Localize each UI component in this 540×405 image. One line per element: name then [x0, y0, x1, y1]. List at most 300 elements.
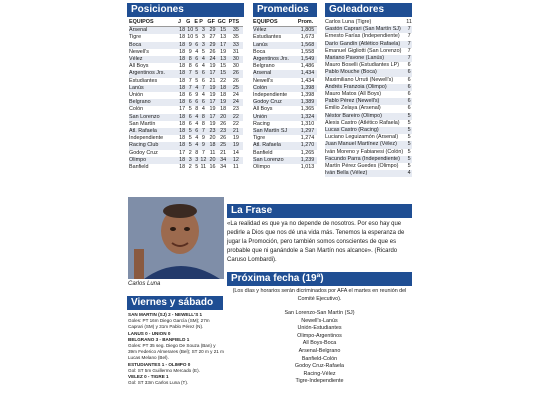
stat-cell: 4: [195, 135, 199, 142]
table-row: [253, 56, 317, 63]
team-name: Belgrano: [253, 63, 275, 70]
table-row: [325, 41, 412, 48]
stat-cell: 8: [188, 63, 192, 70]
stat-cell: 7: [407, 55, 411, 62]
stat-cell: 3: [186, 157, 194, 164]
team-name: Arsenal: [253, 70, 298, 77]
stat-cell: 30: [232, 63, 239, 70]
stat-cell: 35: [229, 27, 243, 35]
team-name: Independiente: [253, 92, 288, 99]
table-row: [253, 85, 317, 92]
stat-cell: 17: [207, 70, 217, 77]
stat-cell: 5: [407, 134, 411, 141]
table-row: [253, 27, 317, 35]
stat-cell: 11: [200, 164, 207, 171]
team-name: Mauro Boselli (Estudiantes LP): [325, 62, 400, 69]
stat-cell: 15: [220, 63, 227, 70]
stat-cell: 6: [195, 41, 199, 48]
stat-cell: 1,297: [298, 128, 317, 135]
stat-cell: 1,389: [298, 99, 317, 106]
team-name: Independiente: [129, 135, 164, 142]
table-row: [253, 49, 317, 56]
stat-cell: 4: [407, 170, 411, 177]
stat-cell: 5: [195, 27, 199, 34]
team-name: San Lorenzo: [129, 114, 178, 121]
stat-cell: 23: [232, 106, 239, 113]
team-name: Juan Manuel Martínez (Vélez): [325, 141, 406, 148]
team-name: Godoy Cruz: [253, 99, 298, 106]
team-name: Ernesto Farías (Independiente): [325, 33, 400, 40]
table-row: [253, 42, 317, 49]
stat-cell: 1,434: [300, 77, 315, 84]
team-name: Racing Club: [129, 142, 178, 149]
stat-cell: 18: [179, 156, 186, 163]
stat-cell: 5: [195, 34, 199, 41]
column-header: GC: [218, 19, 229, 27]
photo-caption: Carlos Luna: [128, 281, 161, 287]
stat-cell: 34: [218, 157, 229, 164]
stat-cell: 18: [179, 142, 186, 149]
stat-cell: 10: [187, 27, 194, 34]
stat-cell: 5: [195, 70, 199, 77]
stat-cell: 7: [186, 70, 194, 77]
list-item: Racing-Vélez: [303, 370, 336, 377]
stat-cell: 6: [407, 76, 411, 83]
team-name: Darío Gandín (Atlético Rafaela): [325, 41, 406, 48]
list-item: Banfield-Colón: [301, 355, 338, 362]
table-row: [325, 26, 412, 33]
table-row: [253, 121, 317, 128]
stat-cell: 6: [407, 69, 411, 76]
stat-cell: 8: [195, 149, 199, 156]
team-name: Facundo Parra (Independiente): [325, 156, 406, 163]
list-item: San Lorenzo-San Martín (SJ): [284, 310, 355, 316]
team-name: Mauro Matos (All Boys): [325, 91, 382, 98]
stat-cell: 9: [199, 142, 207, 149]
team-name: Banfield: [253, 149, 273, 156]
column-header: Prom.: [298, 19, 317, 27]
team-name: Iván Bella (Vélez): [325, 170, 406, 177]
stat-cell: 5: [188, 135, 192, 142]
team-name: Unión: [253, 114, 298, 121]
posiciones-header: Posiciones: [127, 3, 244, 17]
stat-cell: 24: [229, 99, 243, 106]
stat-cell: 18: [179, 56, 186, 63]
team-name: Emilio Zelaya (Arsenal): [325, 105, 381, 112]
stat-cell: 12: [229, 157, 243, 164]
stat-cell: 18: [179, 164, 186, 171]
table-row: [325, 48, 412, 55]
team-name: Lanús: [129, 85, 178, 92]
stat-cell: 4: [195, 113, 199, 120]
stat-cell: 18: [179, 70, 186, 77]
table-row: [253, 92, 317, 99]
match-goals: Goles: PT 16m Diego García (SM); 27m Caprari (SM) y 31m Pablo Pérez (N).: [128, 318, 210, 330]
table-row: [253, 106, 317, 113]
stat-cell: 13: [220, 34, 227, 41]
stat-cell: 1,434: [298, 70, 317, 77]
stat-cell: 21: [220, 149, 227, 156]
stat-cell: 18: [179, 113, 186, 120]
team-name: Néstor Bareiro (Olimpo): [325, 113, 406, 120]
match-result: SAN MARTIN (SJ) 2 - NEWELL'S 1: [128, 312, 203, 317]
stat-cell: 1,239: [298, 157, 317, 164]
stat-cell: 9: [201, 135, 205, 142]
team-name: All Boys: [253, 106, 273, 113]
stat-cell: 21: [229, 128, 243, 135]
stat-cell: 17: [179, 149, 186, 156]
stat-cell: 19: [209, 106, 216, 113]
team-name: Maximiliano Urruti (Newell's): [325, 76, 394, 83]
team-name: Estudiantes: [253, 34, 282, 41]
stat-cell: 15: [218, 70, 229, 77]
team-name: Boca: [253, 48, 266, 55]
stat-cell: 26: [229, 70, 243, 77]
table-row: [129, 106, 243, 113]
team-name: Alexis Castro (Atlético Rafaela): [325, 119, 400, 126]
team-name: Atl. Rafaela: [129, 128, 178, 135]
stat-cell: 4: [201, 92, 205, 99]
team-name: Newell's: [253, 77, 273, 84]
stat-cell: 26: [232, 77, 239, 84]
stat-cell: 4: [201, 63, 205, 70]
team-name: Atl. Rafaela: [253, 142, 298, 149]
posiciones-table: [129, 19, 243, 171]
table-row: [325, 113, 412, 120]
stat-cell: 33: [229, 42, 243, 49]
team-name: Olimpo: [253, 164, 271, 171]
frase-header: La Frase: [227, 204, 412, 218]
stat-cell: 6: [195, 56, 199, 63]
stat-cell: 6: [186, 114, 194, 121]
list-item: Tigre-Independiente: [295, 378, 344, 385]
stat-cell: 5: [188, 106, 192, 113]
stat-cell: 18: [220, 92, 227, 99]
table-row: [325, 19, 412, 26]
match-result: ESTUDIANTES 1 - OLIMPO 0: [128, 361, 191, 367]
stat-cell: 18: [179, 77, 186, 84]
table-row: [325, 84, 412, 91]
team-name: Argentinos Jrs.: [129, 70, 178, 77]
stat-cell: 7: [407, 40, 411, 47]
stat-cell: 1,398: [300, 92, 315, 99]
stat-cell: 19: [207, 85, 217, 92]
stat-cell: 18: [179, 92, 186, 99]
stat-cell: 20: [209, 135, 216, 142]
stat-cell: 23: [207, 128, 217, 135]
team-name: San Martín SJ: [253, 128, 298, 135]
stat-cell: 7: [186, 85, 194, 92]
stat-cell: 4: [195, 142, 199, 149]
goleadores-table: [325, 19, 412, 177]
stat-cell: 14: [232, 149, 239, 156]
stat-cell: 31: [232, 48, 239, 55]
team-name: Lucas Castro (Racing): [325, 127, 406, 134]
stat-cell: 4: [195, 120, 199, 127]
stat-cell: 20: [207, 157, 217, 164]
table-row: [325, 55, 412, 62]
stat-cell: 18: [179, 41, 186, 48]
match-result: VELEZ 0 - TIGRE 1: [128, 374, 169, 380]
table-row: [129, 34, 243, 41]
team-name: Olimpo: [129, 157, 178, 164]
team-name: Lanús: [253, 42, 298, 49]
stat-cell: 8: [195, 106, 199, 113]
team-name: Godoy Cruz: [129, 149, 158, 156]
stat-cell: 25: [218, 142, 229, 149]
stat-cell: 8: [186, 56, 194, 63]
stat-cell: 6: [188, 92, 192, 99]
team-name: Racing: [253, 120, 270, 127]
stat-cell: 4: [201, 106, 205, 113]
match-result: BELGRANO 3 - BANFIELD 1: [128, 336, 190, 342]
proxima-header: Próxima fecha (19ª): [227, 272, 412, 286]
table-header-row: [253, 19, 317, 27]
team-name: Estudiantes: [129, 77, 158, 84]
stat-cell: 3: [199, 27, 207, 35]
stat-cell: 18: [207, 142, 217, 149]
stat-cell: 6: [201, 77, 205, 84]
table-row: [253, 128, 317, 135]
stat-cell: 16: [209, 164, 216, 171]
table-row: [129, 114, 243, 121]
stat-cell: 1,673: [300, 34, 315, 41]
column-header: E: [194, 19, 198, 25]
team-name: Banfield: [129, 164, 149, 171]
column-header: EQUIPOS: [129, 19, 178, 27]
stat-cell: 25: [229, 85, 243, 92]
column-header: G: [186, 19, 194, 27]
team-name: Vélez: [253, 27, 298, 35]
column-header: P: [199, 19, 207, 27]
list-item: Arsenal-Belgrano: [298, 347, 341, 354]
stat-cell: 10: [187, 34, 194, 41]
stat-cell: 1,486: [300, 63, 315, 70]
match-goals: Gol: ST 5m Guillermo Mercado (E).: [128, 367, 200, 373]
stat-cell: 22: [229, 114, 243, 121]
stat-cell: 35: [232, 34, 239, 41]
table-row: [129, 99, 243, 106]
stat-cell: 22: [232, 120, 239, 127]
table-row: [253, 99, 317, 106]
match-goals: Gol: ST 33m Carlos Luna (T).: [128, 380, 189, 386]
stat-cell: 5: [407, 163, 411, 170]
stat-cell: 6: [188, 120, 192, 127]
table-row: [325, 163, 412, 170]
stat-cell: 9: [186, 42, 194, 49]
table-row: [325, 98, 412, 105]
stat-cell: 34: [220, 164, 227, 171]
viernes-results: [128, 312, 224, 386]
stat-cell: 6: [195, 99, 199, 106]
team-name: Martín Pérez Guedes (Olimpo): [325, 163, 399, 170]
table-row: [325, 69, 412, 76]
stat-cell: 7: [199, 128, 207, 135]
team-name: Vélez: [129, 56, 178, 63]
stat-cell: 1,558: [300, 48, 315, 55]
stat-cell: 27: [209, 34, 216, 41]
table-row: [129, 49, 243, 56]
stat-cell: 19: [218, 99, 229, 106]
team-name: Tigre: [129, 34, 142, 41]
stat-cell: 5: [407, 112, 411, 119]
stat-cell: 19: [209, 92, 216, 99]
stat-cell: 6: [195, 128, 199, 135]
stat-cell: 5: [186, 142, 194, 149]
table-row: [253, 142, 317, 149]
team-name: Gastón Caprari (San Martín SJ): [325, 26, 406, 33]
stat-cell: 7: [199, 85, 207, 92]
table-row: [325, 62, 412, 69]
stat-cell: 18: [179, 128, 186, 135]
team-name: Mariano Pavone (Lanús): [325, 55, 406, 62]
stat-cell: 6: [407, 62, 411, 69]
table-row: [129, 157, 243, 164]
stat-cell: 4: [195, 84, 199, 91]
stat-cell: 18: [179, 48, 186, 55]
table-row: [129, 121, 243, 128]
team-name: Unión: [129, 92, 144, 99]
stat-cell: 18: [179, 63, 186, 70]
stat-cell: 1,568: [298, 42, 317, 49]
stat-cell: 19: [232, 135, 239, 142]
stat-cell: 6: [199, 70, 207, 77]
stat-cell: 7: [188, 77, 192, 84]
stat-cell: 5: [407, 119, 411, 126]
table-row: [129, 78, 243, 85]
table-header-row: [129, 19, 243, 27]
stat-cell: 7: [407, 33, 411, 40]
team-name: San Lorenzo: [253, 157, 298, 164]
table-row: [129, 27, 243, 35]
stat-cell: 1,270: [298, 142, 317, 149]
stat-cell: 2: [188, 164, 192, 171]
list-item: Olimpo-Argentinos: [297, 332, 342, 339]
stat-cell: 20: [218, 114, 229, 121]
stat-cell: 26: [209, 48, 216, 55]
table-row: [253, 63, 317, 70]
stat-cell: 9: [195, 92, 199, 99]
stat-cell: 2: [188, 149, 192, 156]
proxima-intro: (Los días y horarios serán dicriminados por AFA el martes en reunión del Comité Ejecutivo).: [232, 288, 407, 302]
stat-cell: 5: [195, 77, 199, 84]
stat-cell: 9: [188, 48, 192, 55]
table-row: [129, 85, 243, 92]
stat-cell: 12: [200, 156, 207, 163]
stat-cell: 5: [195, 164, 199, 171]
table-row: [129, 128, 243, 135]
table-row: [129, 63, 243, 70]
stat-cell: 15: [218, 27, 229, 35]
stat-cell: 19: [209, 120, 216, 127]
team-name: Newell's: [129, 48, 149, 55]
stat-cell: 18: [179, 120, 186, 127]
table-row: [129, 142, 243, 149]
stat-cell: 7: [201, 149, 205, 156]
stat-cell: 13: [218, 56, 229, 63]
team-name: Tigre: [253, 135, 266, 142]
stat-cell: 8: [199, 114, 207, 121]
stat-cell: 5: [407, 127, 411, 134]
stat-cell: 24: [207, 56, 217, 63]
list-item: Unión-Estudiantes: [297, 325, 342, 332]
stat-cell: 1,549: [298, 56, 317, 63]
table-row: [253, 78, 317, 85]
stat-cell: 1,013: [300, 164, 315, 171]
stat-cell: 1,274: [300, 135, 315, 142]
table-row: [325, 77, 412, 84]
stat-cell: 5: [201, 48, 205, 55]
list-item: Newell's-Lanús: [301, 317, 338, 324]
stat-cell: 18: [179, 34, 186, 41]
stat-cell: 6: [407, 105, 411, 112]
stat-cell: 1,310: [300, 120, 315, 127]
stat-cell: 3: [199, 42, 207, 49]
table-row: [253, 70, 317, 77]
promedios-header: Promedios: [253, 3, 317, 17]
stat-cell: 29: [207, 27, 217, 35]
stat-cell: 18: [179, 99, 186, 106]
table-row: [325, 170, 412, 177]
stat-cell: 7: [407, 47, 411, 54]
match-result: LANUS 0 - UNION 0: [128, 330, 171, 336]
team-name: Pablo Mouche (Boca): [325, 69, 406, 76]
table-row: [253, 150, 317, 157]
table-row: [325, 91, 412, 98]
team-name: Luciano Leguizamón (Arsenal): [325, 134, 399, 141]
table-row: [129, 135, 243, 142]
stat-cell: 18: [179, 84, 186, 91]
team-name: Andrés Franzoia (Olimpo): [325, 84, 406, 91]
team-name: Argentinos Jrs.: [253, 56, 298, 63]
stat-cell: 23: [218, 128, 229, 135]
table-row: [325, 127, 412, 134]
player-photo-icon: [128, 197, 224, 279]
table-row: [325, 105, 412, 112]
stat-cell: 6: [407, 83, 411, 90]
stat-cell: 30: [229, 56, 243, 63]
table-row: [253, 157, 317, 164]
column-header: PTS: [229, 19, 243, 27]
table-row: [253, 135, 317, 142]
stat-cell: 18: [218, 85, 229, 92]
list-item: Godoy Cruz-Rafaela: [294, 363, 345, 370]
promedios-table: [253, 19, 317, 171]
stat-cell: 8: [201, 120, 205, 127]
stat-cell: 17: [179, 106, 186, 113]
stat-cell: 19: [229, 142, 243, 149]
stat-cell: 11: [406, 19, 412, 25]
stat-cell: 5: [407, 141, 411, 148]
stat-cell: 26: [220, 135, 227, 142]
table-row: [325, 134, 412, 141]
stat-cell: 19: [220, 48, 227, 55]
table-row: [129, 42, 243, 49]
team-name: San Martín: [129, 120, 156, 127]
stat-cell: 6: [186, 99, 194, 106]
match-goals: Goles: PT 35 seg. Diego De Souza (Ban) y 39m Federico Almerares (Bel); ST 20 m y 21 m Lucas Melano (Bel).: [128, 343, 224, 361]
stat-cell: 22: [220, 77, 227, 84]
viernes-header: Viernes y sábado: [127, 296, 223, 310]
stat-cell: 3: [201, 34, 205, 41]
table-row: [129, 56, 243, 63]
stat-cell: 1,398: [298, 85, 317, 92]
frase-text: «La realidad es que ya no depende de nosotros. Por eso hay que pedirle a Dios que nos dé una vida más. Tenemos la esperanza de jugar la Promoción, pero también somos conscientes de que es probable que ni ganándole a San Martín nos alcance». (Ricardo Caruso Lombardi).: [227, 221, 405, 263]
team-name: All Boys: [129, 63, 149, 70]
column-header: GF: [207, 19, 217, 27]
stat-cell: 5: [186, 128, 194, 135]
stat-cell: 1,324: [298, 114, 317, 121]
